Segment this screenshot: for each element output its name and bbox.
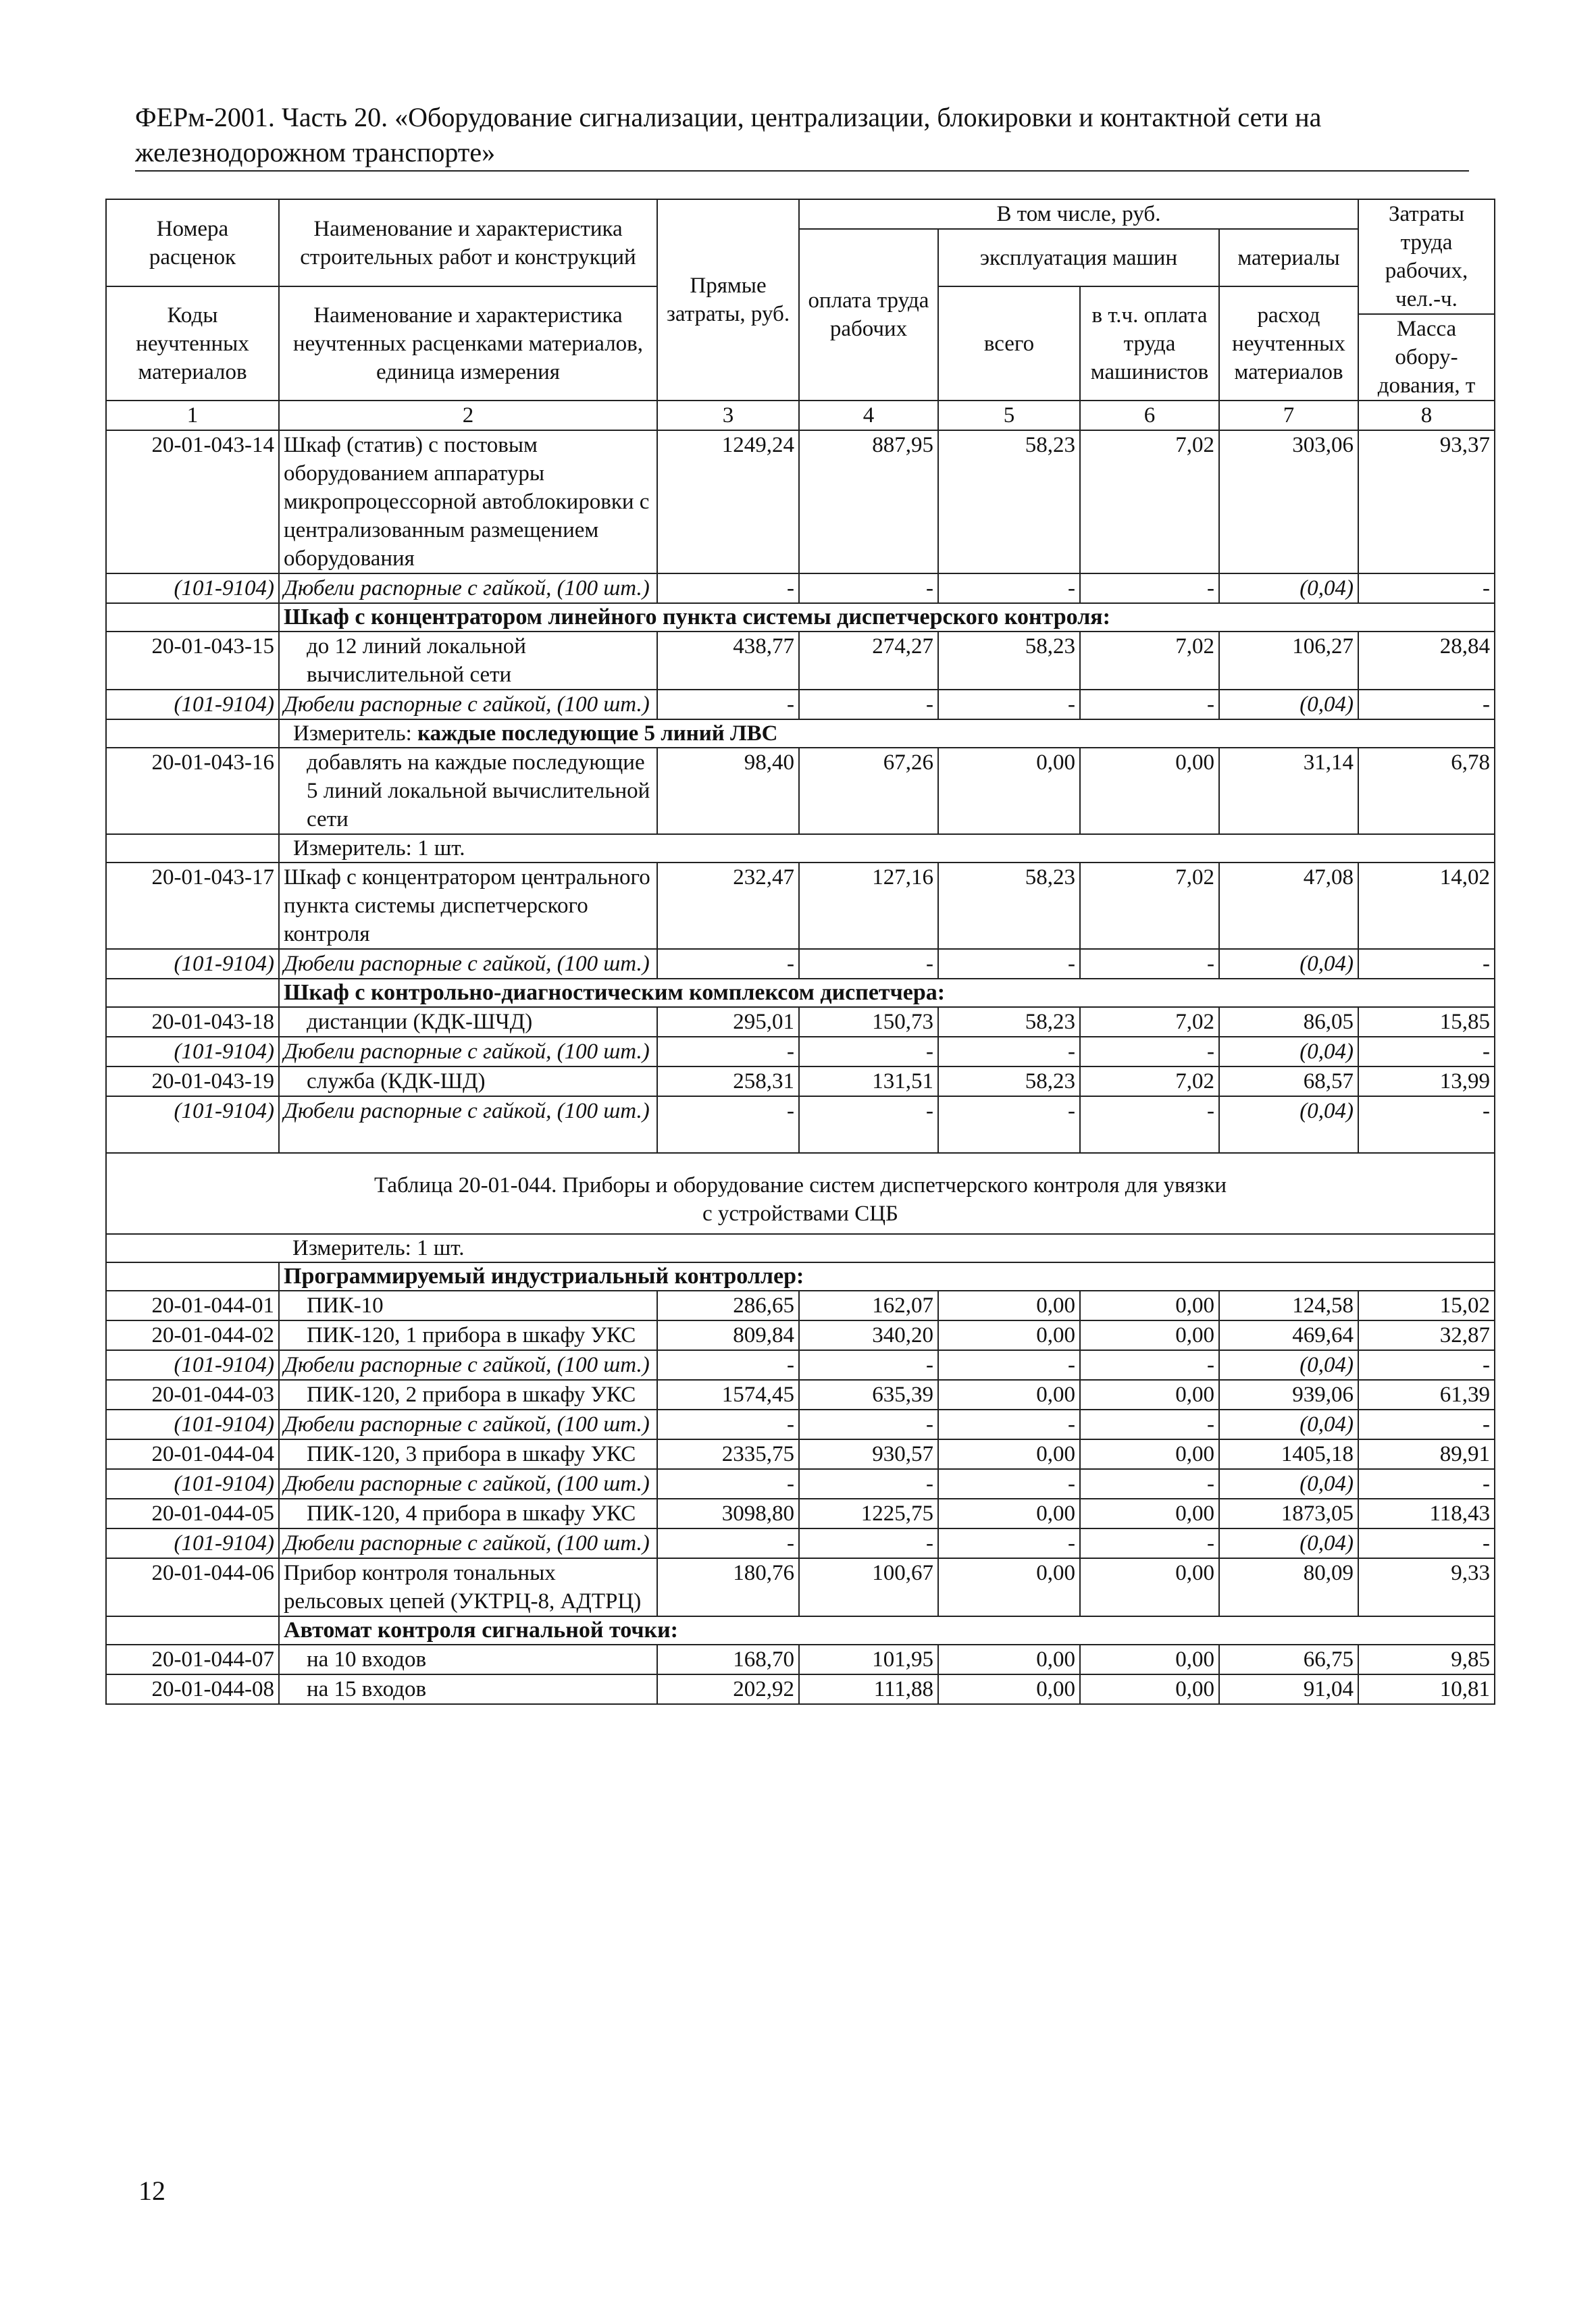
equipment-mass: - [1358,690,1495,719]
direct-cost: - [657,1410,799,1439]
operators-pay: - [1080,690,1219,719]
header-line-2: железнодорожном транспорте» [135,137,496,168]
equipment-mass: - [1358,949,1495,979]
machines-total: 0,00 [938,1645,1080,1674]
direct-cost: - [657,1350,799,1380]
direct-cost: - [657,573,799,603]
col-number: 1 [106,401,279,430]
table-row [106,1645,1495,1674]
materials-cost: 1405,18 [1219,1439,1358,1469]
rate-code: 20-01-044-02 [106,1320,279,1350]
work-name: на 15 входов [279,1674,657,1704]
machines-total: 58,23 [938,632,1080,690]
material-row [106,1410,1495,1439]
direct-cost: 180,76 [657,1558,799,1616]
material-consumption: (0,04) [1219,1410,1358,1439]
materials-cost: 303,06 [1219,430,1358,573]
machines-total: - [938,949,1080,979]
operators-pay: - [1080,1528,1219,1558]
work-name: ПИК-10 [279,1291,657,1320]
labor-pay: - [799,573,938,603]
labor-pay: - [799,1096,938,1153]
measure-label: Измеритель: 1 шт. [279,834,1495,863]
labor-hours: 32,87 [1358,1320,1495,1350]
labor-pay: 930,57 [799,1439,938,1469]
col8-top-header: Затраты труда рабочих, чел.-ч. [1358,199,1495,314]
equipment-mass: - [1358,1037,1495,1066]
col2-bottom-header: Наименование и характеристика неучтенных расценками материалов, единица измерения [279,286,657,401]
material-name: Дюбели распорные с гайкой, (100 шт.) [279,690,657,719]
section-title: Автомат контроля сигнальной точки: [279,1616,1495,1645]
direct-cost: 438,77 [657,632,799,690]
material-row [106,1037,1495,1066]
col-number: 2 [279,401,657,430]
materials-cost: 66,75 [1219,1645,1358,1674]
measure-prefix: Измеритель: [293,721,418,746]
equipment-mass: - [1358,573,1495,603]
col8-bottom-header: Масса обору-дования, т [1358,314,1495,401]
material-name: Дюбели распорные с гайкой, (100 шт.) [279,1096,657,1153]
materials-header: материалы [1219,229,1358,286]
labor-hours: 28,84 [1358,632,1495,690]
direct-cost: 258,31 [657,1066,799,1096]
direct-cost: - [657,1528,799,1558]
operators-pay: 0,00 [1080,1499,1219,1528]
machines-total: - [938,1528,1080,1558]
table-title-row [106,1153,1495,1234]
material-row [106,573,1495,603]
table-row [106,1499,1495,1528]
labor-hours: 10,81 [1358,1674,1495,1704]
direct-cost: 232,47 [657,863,799,949]
empty-cell [106,1616,279,1645]
machines-total: 0,00 [938,1380,1080,1410]
rate-code: 20-01-044-03 [106,1380,279,1410]
measure-row [106,834,1495,863]
materials-cost: 469,64 [1219,1320,1358,1350]
machines-total: 0,00 [938,1499,1080,1528]
rate-code: 20-01-043-16 [106,748,279,834]
material-row [106,949,1495,979]
rate-code: 20-01-044-04 [106,1439,279,1469]
operators-pay: - [1080,1037,1219,1066]
direct-cost: - [657,1096,799,1153]
operators-pay: 7,02 [1080,632,1219,690]
empty-cell [106,719,279,748]
labor-hours: 6,78 [1358,748,1495,834]
labor-pay: - [799,1037,938,1066]
material-name: Дюбели распорные с гайкой, (100 шт.) [279,1037,657,1066]
col6-header: в т.ч. оплата труда машинистов [1080,286,1219,401]
machines-total: 58,23 [938,1007,1080,1037]
work-name: служба (КДК-ШД) [279,1066,657,1096]
machines-total: 0,00 [938,1291,1080,1320]
labor-pay: 150,73 [799,1007,938,1037]
material-code: (101-9104) [106,690,279,719]
operators-pay: 0,00 [1080,748,1219,834]
operators-pay: 0,00 [1080,1291,1219,1320]
labor-hours: 93,37 [1358,430,1495,573]
col-number: 6 [1080,401,1219,430]
rate-code: 20-01-044-07 [106,1645,279,1674]
equipment-mass: - [1358,1096,1495,1153]
operators-pay: - [1080,1350,1219,1380]
col-number: 8 [1358,401,1495,430]
rate-code: 20-01-043-17 [106,863,279,949]
operators-pay: 0,00 [1080,1380,1219,1410]
material-code: (101-9104) [106,573,279,603]
machines-total: - [938,690,1080,719]
labor-hours: 89,91 [1358,1439,1495,1469]
materials-cost: 47,08 [1219,863,1358,949]
table-row [106,430,1495,573]
labor-hours: 9,85 [1358,1645,1495,1674]
table-row [106,632,1495,690]
material-row [106,1350,1495,1380]
direct-cost: - [657,1469,799,1499]
materials-cost: 31,14 [1219,748,1358,834]
work-name: до 12 линий локальной вычислительной сети [279,632,657,690]
operators-pay: 0,00 [1080,1320,1219,1350]
material-code: (101-9104) [106,1037,279,1066]
section-row [106,603,1495,632]
section-row [106,1616,1495,1645]
rate-code: 20-01-043-15 [106,632,279,690]
material-consumption: (0,04) [1219,1469,1358,1499]
work-name: на 10 входов [279,1645,657,1674]
direct-cost: 2335,75 [657,1439,799,1469]
direct-cost: - [657,949,799,979]
material-consumption: (0,04) [1219,1528,1358,1558]
equipment-mass: - [1358,1469,1495,1499]
empty-cell [106,603,279,632]
col1-top-header: Номера расценок [106,199,279,286]
direct-cost: 1249,24 [657,430,799,573]
col-number: 7 [1219,401,1358,430]
column-number-row [106,401,1495,430]
labor-pay: - [799,1410,938,1439]
work-name: Шкаф с концентратором центрального пункта системы диспетчерского контроля [279,863,657,949]
machines-total: - [938,1469,1080,1499]
material-row [106,1096,1495,1153]
operators-pay: 0,00 [1080,1645,1219,1674]
labor-pay: 111,88 [799,1674,938,1704]
material-name: Дюбели распорные с гайкой, (100 шт.) [279,1528,657,1558]
work-name: добавлять на каждые последующие 5 линий локальной вычислительной сети [279,748,657,834]
col1-bottom-header: Коды неучтенных материалов [106,286,279,401]
direct-cost: - [657,690,799,719]
rate-code: 20-01-043-19 [106,1066,279,1096]
labor-hours: 15,02 [1358,1291,1495,1320]
col7-header: расход неучтенных материалов [1219,286,1358,401]
page-number: 12 [138,2176,165,2206]
table-title-line-2: с устройствами СЦБ [702,1202,898,1226]
operators-pay: - [1080,1096,1219,1153]
empty-cell [106,979,279,1007]
operators-pay: - [1080,949,1219,979]
direct-cost: 286,65 [657,1291,799,1320]
labor-hours: 9,33 [1358,1558,1495,1616]
labor-pay: - [799,1350,938,1380]
work-name: Шкаф (статив) с постовым оборудованием аппаратуры микропроцессорной автоблокировки с централизованным размещением оборудования [279,430,657,573]
rate-code: 20-01-044-06 [106,1558,279,1616]
materials-cost: 1873,05 [1219,1499,1358,1528]
direct-cost: - [657,1037,799,1066]
materials-cost: 939,06 [1219,1380,1358,1410]
measure-label: Измеритель: 1 шт. [279,1234,1495,1262]
labor-hours: 13,99 [1358,1066,1495,1096]
labor-pay: - [799,690,938,719]
material-row [106,1528,1495,1558]
table-row [106,1291,1495,1320]
labor-pay: 887,95 [799,430,938,573]
machines-total: 0,00 [938,1674,1080,1704]
labor-pay: 67,26 [799,748,938,834]
work-name: ПИК-120, 3 прибора в шкафу УКС [279,1439,657,1469]
material-consumption: (0,04) [1219,573,1358,603]
material-consumption: (0,04) [1219,1350,1358,1380]
col3-header: Прямые затраты, руб. [657,199,799,401]
machines-total: 58,23 [938,1066,1080,1096]
table-row [106,863,1495,949]
empty-cell [106,834,279,863]
materials-cost: 80,09 [1219,1558,1358,1616]
machines-total: 0,00 [938,1558,1080,1616]
table-row [106,1674,1495,1704]
rate-code: 20-01-043-14 [106,430,279,573]
material-name: Дюбели распорные с гайкой, (100 шт.) [279,1410,657,1439]
material-name: Дюбели распорные с гайкой, (100 шт.) [279,1350,657,1380]
section-title: Шкаф с концентратором линейного пункта системы диспетчерского контроля: [279,603,1495,632]
table-row [106,1439,1495,1469]
table-row [106,1558,1495,1616]
rate-code: 20-01-044-08 [106,1674,279,1704]
material-row [106,1469,1495,1499]
material-row [106,690,1495,719]
operators-pay: - [1080,1469,1219,1499]
section-row [106,1262,1495,1291]
empty-cell [106,1262,279,1291]
equipment-mass: - [1358,1410,1495,1439]
direct-cost: 98,40 [657,748,799,834]
measure-row [106,719,1495,748]
equipment-mass: - [1358,1350,1495,1380]
measure-value: каждые последующие 5 линий ЛВС [417,721,778,746]
labor-pay: - [799,1528,938,1558]
measure-label [279,719,1495,748]
work-name: дистанции (КДК-ШЧД) [279,1007,657,1037]
col-number: 3 [657,401,799,430]
labor-pay: 635,39 [799,1380,938,1410]
col4-header: оплата труда рабочих [799,229,938,401]
labor-hours: 118,43 [1358,1499,1495,1528]
table-row [106,1007,1495,1037]
work-name: Прибор контроля тональных рельсовых цепей (УКТРЦ-8, АДТРЦ) [279,1558,657,1616]
labor-hours: 14,02 [1358,863,1495,949]
materials-cost: 106,27 [1219,632,1358,690]
operators-pay: 7,02 [1080,430,1219,573]
direct-cost: 202,92 [657,1674,799,1704]
labor-pay: - [799,1469,938,1499]
machines-total: 0,00 [938,1439,1080,1469]
machines-total: 58,23 [938,863,1080,949]
table-row [106,1380,1495,1410]
table-row [106,1320,1495,1350]
labor-pay: 101,95 [799,1645,938,1674]
material-consumption: (0,04) [1219,1096,1358,1153]
labor-pay: 340,20 [799,1320,938,1350]
operators-pay: - [1080,573,1219,603]
operators-pay: 0,00 [1080,1674,1219,1704]
material-code: (101-9104) [106,1469,279,1499]
machines-total: 58,23 [938,430,1080,573]
col-number: 5 [938,401,1080,430]
equipment-mass: - [1358,1528,1495,1558]
document-header [135,100,1479,170]
rates-table [105,199,1495,1705]
rate-code: 20-01-043-18 [106,1007,279,1037]
operators-pay: - [1080,1410,1219,1439]
col5-header: всего [938,286,1080,401]
table-title [106,1153,1495,1234]
machines-total: - [938,573,1080,603]
group-header: В том числе, руб. [799,199,1358,229]
direct-cost: 3098,80 [657,1499,799,1528]
direct-cost: 809,84 [657,1320,799,1350]
work-name: ПИК-120, 2 прибора в шкафу УКС [279,1380,657,1410]
labor-pay: 100,67 [799,1558,938,1616]
table-row [106,1066,1495,1096]
machines-total: - [938,1096,1080,1153]
material-name: Дюбели распорные с гайкой, (100 шт.) [279,573,657,603]
material-consumption: (0,04) [1219,949,1358,979]
material-code: (101-9104) [106,1096,279,1153]
operators-pay: 0,00 [1080,1558,1219,1616]
machines-total: - [938,1037,1080,1066]
direct-cost: 295,01 [657,1007,799,1037]
labor-hours: 61,39 [1358,1380,1495,1410]
header-line-1: ФЕРм-2001. Часть 20. «Оборудование сигнализации, централизации, блокировки и контактной сети на [135,102,1322,132]
col2-top-header: Наименование и характеристика строительных работ и конструкций [279,199,657,286]
operators-pay: 7,02 [1080,1066,1219,1096]
direct-cost: 168,70 [657,1645,799,1674]
labor-pay: 274,27 [799,632,938,690]
section-row [106,979,1495,1007]
labor-hours: 15,85 [1358,1007,1495,1037]
material-code: (101-9104) [106,1410,279,1439]
header-row-1 [106,199,1495,229]
materials-cost: 68,57 [1219,1066,1358,1096]
table-title-line-1: Таблица 20-01-044. Приборы и оборудование систем диспетчерского контроля для увязки [374,1173,1227,1198]
table-row [106,748,1495,834]
labor-pay: 162,07 [799,1291,938,1320]
rate-code: 20-01-044-05 [106,1499,279,1528]
header-rule [135,170,1469,172]
labor-pay: 127,16 [799,863,938,949]
empty-cell [106,1234,279,1262]
labor-pay: 1225,75 [799,1499,938,1528]
section-title: Шкаф с контрольно-диагностическим комплексом диспетчера: [279,979,1495,1007]
material-consumption: (0,04) [1219,690,1358,719]
materials-cost: 86,05 [1219,1007,1358,1037]
operators-pay: 7,02 [1080,1007,1219,1037]
machines-total: 0,00 [938,1320,1080,1350]
direct-cost: 1574,45 [657,1380,799,1410]
material-consumption: (0,04) [1219,1037,1358,1066]
machines-total: - [938,1350,1080,1380]
labor-pay: 131,51 [799,1066,938,1096]
work-name: ПИК-120, 1 прибора в шкафу УКС [279,1320,657,1350]
machines-header: эксплуатация машин [938,229,1219,286]
operators-pay: 7,02 [1080,863,1219,949]
material-name: Дюбели распорные с гайкой, (100 шт.) [279,949,657,979]
material-code: (101-9104) [106,1528,279,1558]
materials-cost: 124,58 [1219,1291,1358,1320]
section-title: Программируемый индустриальный контроллер: [279,1262,1495,1291]
machines-total: 0,00 [938,748,1080,834]
rate-code: 20-01-044-01 [106,1291,279,1320]
work-name: ПИК-120, 4 прибора в шкафу УКС [279,1499,657,1528]
measure-row [106,1234,1495,1262]
materials-cost: 91,04 [1219,1674,1358,1704]
material-code: (101-9104) [106,1350,279,1380]
col-number: 4 [799,401,938,430]
material-name: Дюбели распорные с гайкой, (100 шт.) [279,1469,657,1499]
machines-total: - [938,1410,1080,1439]
labor-pay: - [799,949,938,979]
material-code: (101-9104) [106,949,279,979]
operators-pay: 0,00 [1080,1439,1219,1469]
